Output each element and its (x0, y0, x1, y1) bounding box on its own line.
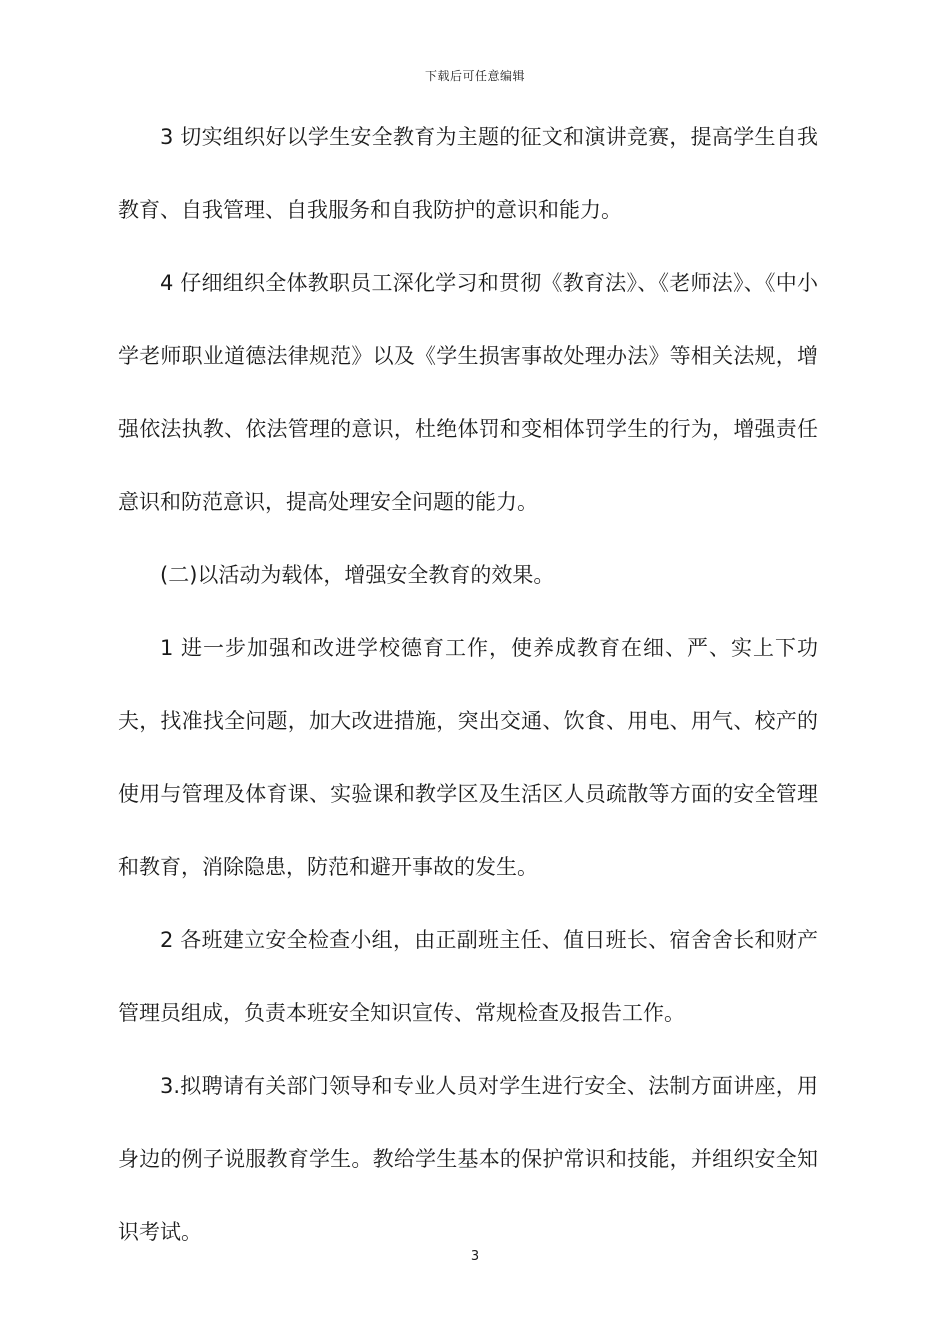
paragraph-item-4-law-study: 4 仔细组织全体教职员工深化学习和贯彻《教育法》、《老师法》、《中小学老师职业道德法律规范》以及《学生损害事故处理办法》等相关法规，增强依法执教、依法管理的意识，杜绝体罚和变相体罚学生的行为，增强责任意识和防范意识，提高处理安全问题的能力。 (118, 271, 818, 514)
page-number: 3 (470, 1249, 480, 1264)
document-body (118, 101, 818, 1269)
paragraph-item-1-moral-education: 1 进一步加强和改进学校德育工作，使养成教育在细、严、实上下功夫，找准找全问题，加大改进措施，突出交通、饮食、用电、用气、校产的使用与管理及体育课、实验课和教学区及生活区人员疏散等方面的安全管理和教育，消除隐患，防范和避开事故的发生。 (118, 636, 818, 879)
paragraph-item-3-essay-contest: 3 切实组织好以学生安全教育为主题的征文和演讲竞赛，提高学生自我教育、自我管理、自我服务和自我防护的意识和能力。 (118, 125, 818, 222)
section-heading-activities: (二)以活动为载体，增强安全教育的效果。 (160, 563, 555, 587)
paragraph-item-3-lectures: 3.拟聘请有关部门领导和专业人员对学生进行安全、法制方面讲座，用身边的例子说服教育学生。教给学生基本的保护常识和技能，并组织安全知识考试。 (118, 1074, 818, 1244)
page-header: 下载后可任意编辑 (424, 69, 525, 83)
paragraph-item-2-safety-group: 2 各班建立安全检查小组，由正副班主任、值日班长、宿舍舍长和财产管理员组成，负责本班安全知识宣传、常规检查及报告工作。 (118, 928, 818, 1025)
